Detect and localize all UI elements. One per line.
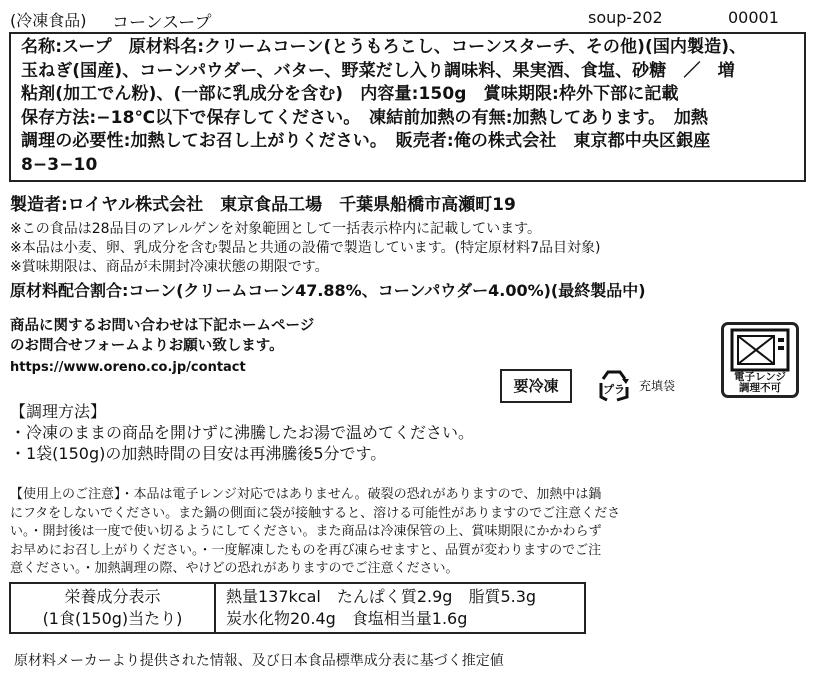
nutrition-line: 炭水化物20.4g 食塩相当量1.6g <box>226 609 468 628</box>
product-name: コーンスープ <box>112 13 212 33</box>
contact-url[interactable]: https://www.oreno.co.jp/contact <box>10 360 246 375</box>
footer-note: 原材料メーカーより提供された情報、及び日本食品標準成分表に基づく推定値 <box>14 653 504 669</box>
usage-notes <box>10 486 620 579</box>
nutrition-table <box>9 582 586 634</box>
microwave-label: 電子レンジ 調理不可 <box>734 371 786 394</box>
nutrition-per: (1食(150g)当たり) <box>42 609 183 628</box>
ingredient-ratio: 原材料配合割合:コーン(クリームコーン47.88%、コーンパウダー4.00%)(最終製品中) <box>10 281 646 300</box>
label-line: 名称:スープ 原材料名:クリームコーン(とうもろこし、コーンスターチ、その他)(国内製造)、 <box>21 37 747 57</box>
serial-number: 00001 <box>728 8 779 27</box>
cooking-step: ・冷凍のままの商品を開けずに沸騰したお湯で温めてください。 <box>10 423 475 442</box>
inquiry-line: のお問合せフォームよりお願い致します。 <box>10 338 284 354</box>
recycle-label: 充填袋 <box>639 379 676 393</box>
usage-line: 【使用上のご注意】・本品は電子レンジ対応ではありません。破裂の恐れがありますので、加熱中は鍋 <box>10 487 602 502</box>
product-code: soup-202 <box>588 8 663 27</box>
nutrition-title: 栄養成分表示 <box>64 587 161 606</box>
label-line: 8−3−10 <box>21 154 98 175</box>
product-category: (冷凍食品) <box>10 11 87 30</box>
note-line: ※この食品は28品目のアレルゲンを対象範囲として一括表示枠内に記載しています。 <box>10 221 541 237</box>
label-line: 粘剤(加工でん粉)、(一部に乳成分を含む) 内容量:150g 賞味期限:枠外下部に記載 <box>21 84 679 104</box>
microwave-not-allowed-icon <box>721 322 799 398</box>
label-line: 調理の必要性:加熱してお召し上がりください。 販売者:俺の株式会社 東京都中央区銀座 <box>21 131 711 151</box>
nutrition-values <box>226 586 536 630</box>
notes <box>10 220 600 277</box>
usage-line: 意ください。・加熱調理の際、やけどの恐れがありますのでご注意ください。 <box>10 561 459 577</box>
usage-line: い。・開封後は一度で使い切るようにしてください。また商品は冷凍保管の上、賞味期限にかかわらず <box>10 524 602 540</box>
svg-text:プラ: プラ <box>603 383 625 396</box>
usage-line: お早めにお召し上がりください。・一度解凍したものを再び凍らせますと、品質が変わりますのでご注 <box>10 542 602 558</box>
usage-line: にフタをしないでください。また鍋の側面に袋が接触すると、溶ける可能性がありますのでご注意くださ <box>10 505 621 521</box>
nutrition-line: 熱量137kcal たんぱく質2.9g 脂質5.3g <box>226 587 537 606</box>
label-line: 玉ねぎ(国産)、コーンパウダー、バター、野菜だし入り調味料、果実酒、食塩、砂糖 ／ 増 <box>21 60 735 81</box>
manufacturer: 製造者:ロイヤル株式会社 東京食品工場 千葉県船橋市高瀬町19 <box>10 195 516 215</box>
inquiry-text <box>10 316 314 356</box>
cooking-step: ・1袋(150g)の加熱時間の目安は再沸騰後5分です。 <box>10 444 387 463</box>
cooking-title: 【調理方法】 <box>10 402 107 421</box>
note-line: ※本品は小麦、卵、乳成分を含む製品と共通の設備で製造しています。(特定原材料7品目対象) <box>10 240 601 256</box>
label-info-box <box>9 32 806 182</box>
note-line: ※賞味期限は、商品が未開封冷凍状態の期限です。 <box>10 259 329 275</box>
cooking-method <box>10 401 474 464</box>
label-line: 保存方法:−18℃以下で保存してください。 凍結前加熱の有無:加熱してあります。 加熱 <box>21 107 709 128</box>
plastic-recycle-icon <box>597 369 631 403</box>
nutrition-title-cell <box>11 584 216 632</box>
inquiry-line: 商品に関するお問い合わせは下記ホームページ <box>10 318 315 334</box>
frozen-badge: 要冷凍 <box>500 369 572 403</box>
